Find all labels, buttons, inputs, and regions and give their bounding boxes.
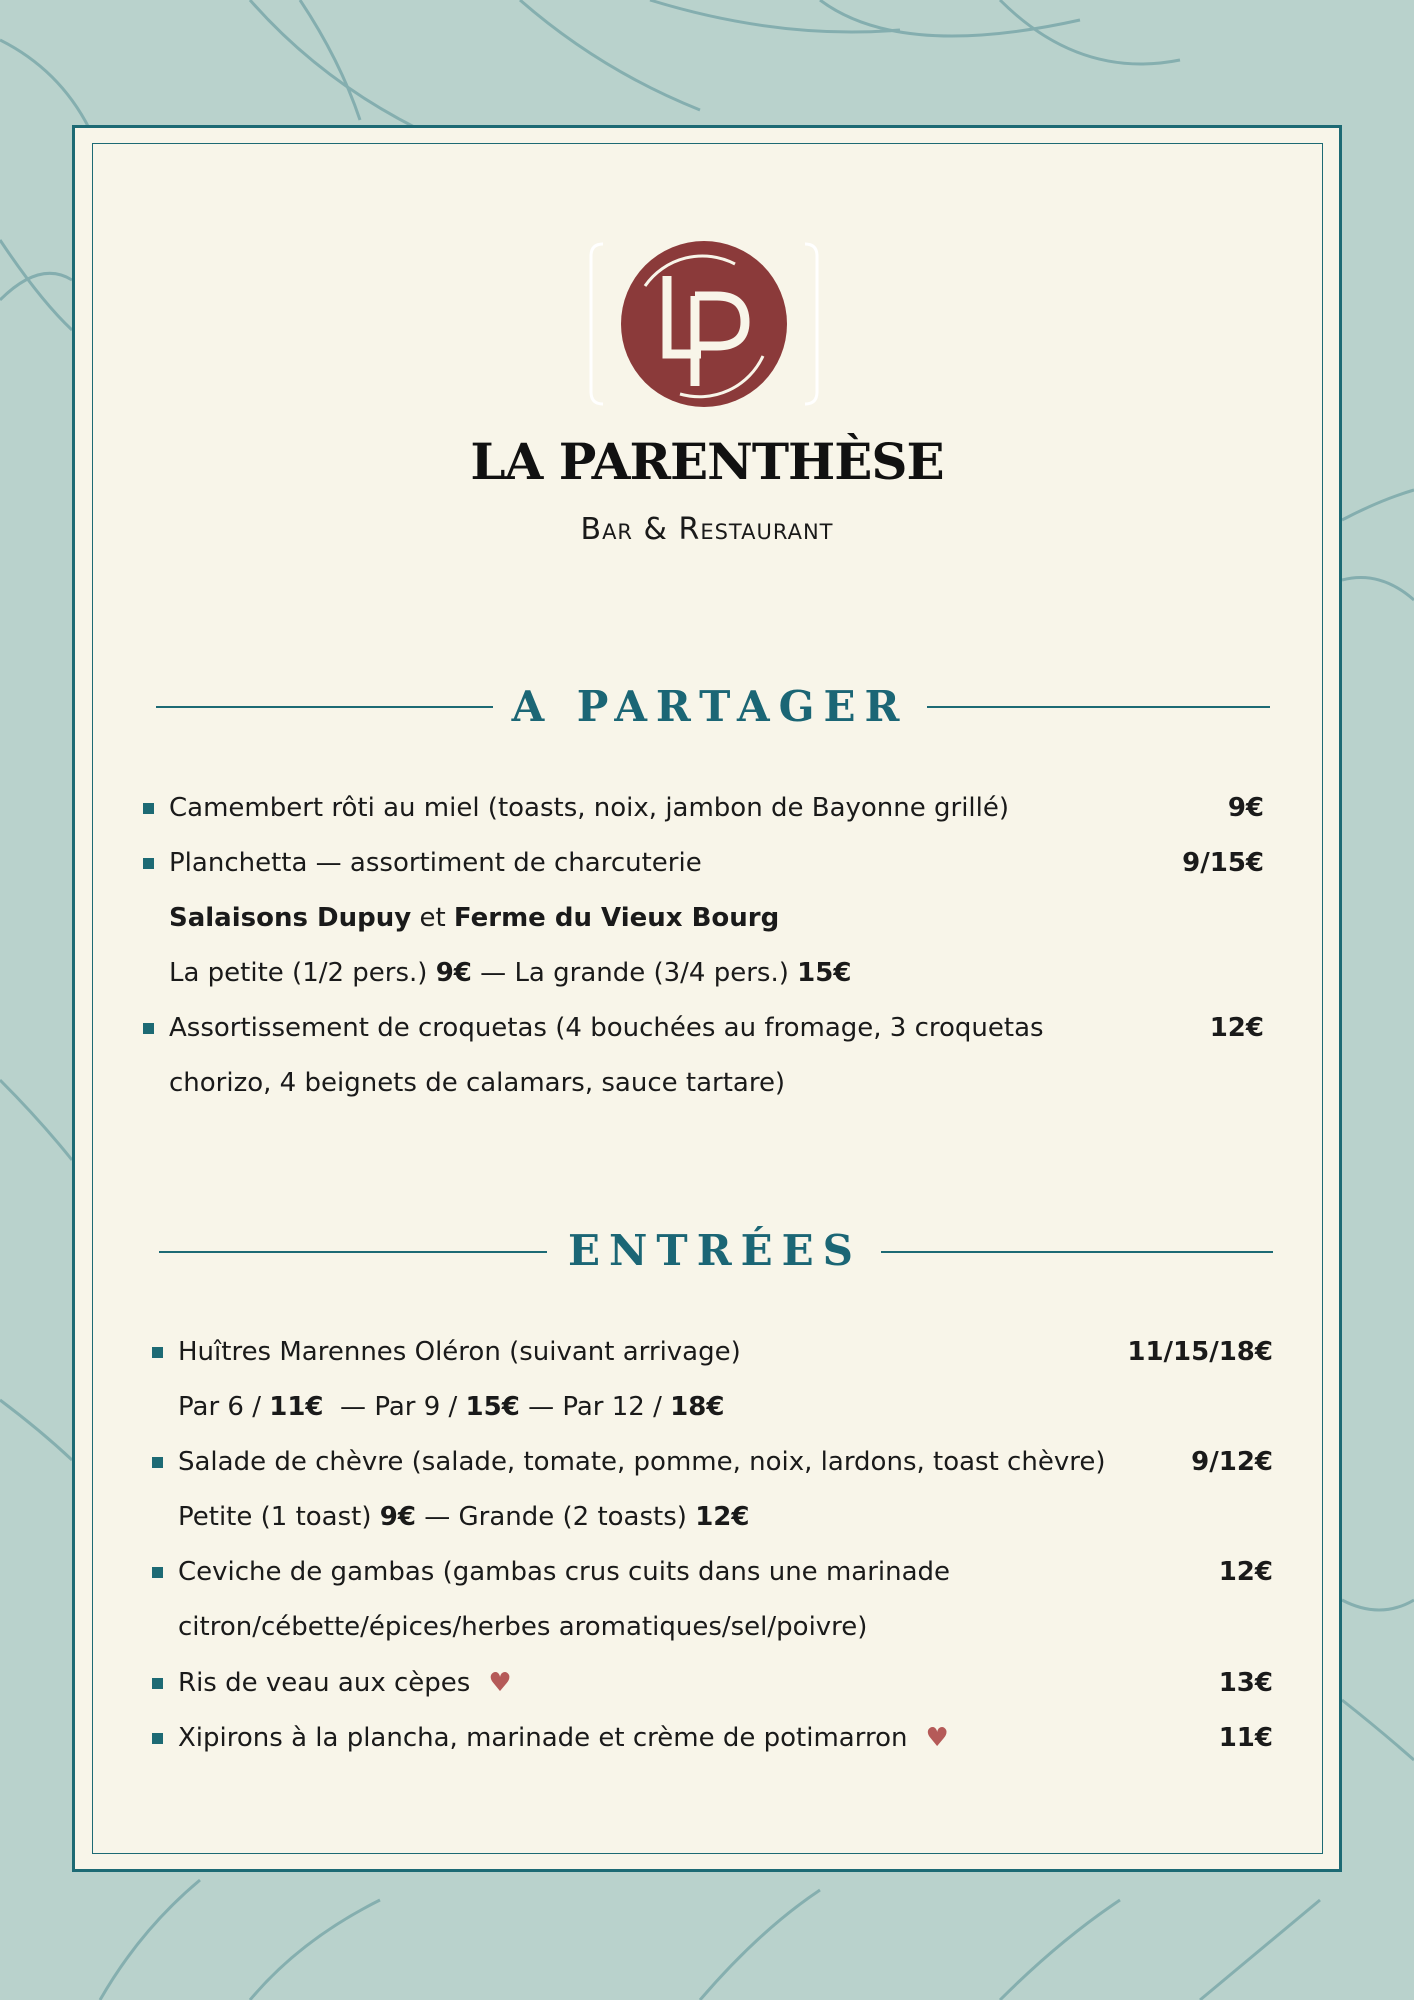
option-price: 12€: [695, 1502, 750, 1532]
section-divider-left: [159, 1251, 547, 1253]
section-divider-left: [156, 706, 493, 708]
bullet: [152, 1678, 163, 1689]
menu-item-name: Assortissement de croquetas (4 bouchées au fromage, 3 croquetas: [169, 1013, 1044, 1043]
option-price: 15€: [465, 1392, 520, 1422]
section-title-a-partager: A PARTAGER: [511, 682, 909, 731]
menu-item-description: chorizo, 4 beignets de calamars, sauce tartare): [169, 1068, 786, 1098]
supplier-name: Salaisons Dupuy: [169, 903, 412, 933]
menu-item-options: [169, 956, 851, 990]
bullet: [152, 1347, 163, 1358]
menu-item-suppliers: [169, 901, 779, 935]
menu-item-label: Ris de veau aux cèpes: [178, 1668, 471, 1698]
menu-item-name: Camembert rôti au miel (toasts, noix, jambon de Bayonne grillé): [169, 793, 1010, 823]
option-label: Par 9 /: [374, 1392, 458, 1422]
lp-logo: [585, 236, 823, 412]
bullet: [152, 1733, 163, 1744]
option-price: 11€: [269, 1392, 324, 1422]
menu-item-name: Ceviche de gambas (gambas crus cuits dans une marinade: [178, 1557, 951, 1587]
heart-icon: ♥: [488, 1668, 512, 1698]
menu-item-options: [178, 1390, 724, 1424]
restaurant-name: LA PARENTHÈSE: [470, 432, 944, 491]
bullet: [143, 803, 154, 814]
menu-item-name: [178, 1666, 512, 1700]
option-label: Par 6 /: [178, 1392, 261, 1422]
option-price: 9€: [379, 1502, 416, 1532]
supplier-separator: et: [419, 903, 446, 933]
option-label: Petite (1 toast): [178, 1502, 372, 1532]
menu-item-name: [178, 1721, 949, 1755]
bullet: [152, 1567, 163, 1578]
option-price: 15€: [797, 958, 852, 988]
menu-item-description: citron/cébette/épices/herbes aromatiques/sel/poivre): [178, 1612, 868, 1642]
section-divider-right: [881, 1251, 1273, 1253]
option-label: La petite (1/2 pers.): [169, 958, 428, 988]
menu-item-price: 11€: [1218, 1723, 1273, 1753]
menu-item-price: 13€: [1218, 1668, 1273, 1698]
menu-item-label: Xipirons à la plancha, marinade et crème de potimarron: [178, 1723, 908, 1753]
menu-item-price: 9€: [1227, 793, 1264, 823]
section-divider-right: [927, 706, 1270, 708]
supplier-name: Ferme du Vieux Bourg: [453, 903, 780, 933]
menu-item-price: 12€: [1218, 1557, 1273, 1587]
option-label: Par 12 /: [562, 1392, 662, 1422]
option-separator: —: [480, 958, 507, 988]
option-price: 9€: [435, 958, 472, 988]
menu-item-name: Salade de chèvre (salade, tomate, pomme, noix, lardons, toast chèvre): [178, 1447, 1106, 1477]
menu-item-price: 12€: [1209, 1013, 1264, 1043]
option-separator: —: [340, 1392, 367, 1422]
restaurant-tagline: Bar & Restaurant: [580, 512, 834, 547]
option-label: La grande (3/4 pers.): [514, 958, 789, 988]
option-price: 18€: [670, 1392, 725, 1422]
menu-item-price: 11/15/18€: [1127, 1337, 1273, 1367]
bullet: [143, 858, 154, 869]
menu-item-name: Huîtres Marennes Oléron (suivant arrivage): [178, 1337, 741, 1367]
option-label: Grande (2 toasts): [458, 1502, 687, 1532]
menu-item-price: 9/15€: [1182, 848, 1264, 878]
option-separator: —: [424, 1502, 451, 1532]
option-separator: —: [528, 1392, 555, 1422]
menu-item-options: [178, 1500, 749, 1534]
menu-item-name: Planchetta — assortiment de charcuterie: [169, 848, 702, 878]
bullet: [152, 1457, 163, 1468]
menu-item-price: 9/12€: [1191, 1447, 1273, 1477]
section-title-entrees: ENTRÉES: [568, 1226, 862, 1275]
bullet: [143, 1023, 154, 1034]
heart-icon: ♥: [925, 1723, 949, 1753]
